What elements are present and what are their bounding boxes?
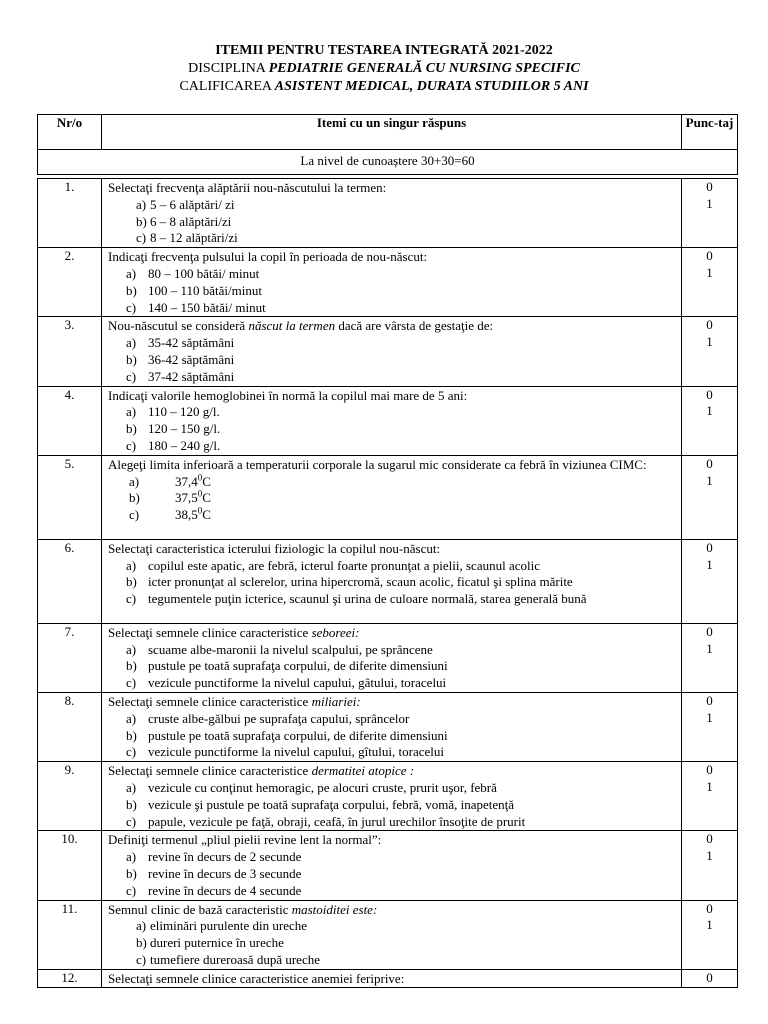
score-max: 1	[706, 264, 713, 280]
answer-option	[126, 404, 675, 421]
answer-option	[126, 421, 675, 438]
answer-option	[126, 558, 675, 575]
item-question: Selectaţi semnele clinice caracteristice dermatitei atopice :	[108, 763, 415, 779]
score-max: 1	[706, 778, 713, 794]
option-letter: c)	[126, 675, 137, 691]
col-header-items: Itemi cu un singur răspuns	[102, 115, 682, 150]
answer-option	[129, 474, 675, 491]
option-letter: a)	[136, 196, 147, 212]
item-score	[682, 831, 738, 900]
answer-option	[126, 574, 675, 591]
option-text: revine în decurs de 2 secunde	[148, 849, 302, 865]
answer-option	[126, 438, 675, 455]
option-letter: a)	[129, 473, 140, 489]
answer-option	[136, 197, 675, 214]
option-text: 36-42 săptămâni	[148, 351, 235, 367]
item-question: Selectaţi semnele clinice caracteristice seboreei:	[108, 624, 360, 640]
item-question-emphasis: seboreei:	[311, 624, 360, 640]
section-row	[38, 150, 738, 175]
table-row	[38, 623, 738, 692]
item-content	[102, 539, 682, 623]
discipline-name: PEDIATRIE GENERALĂ CU NURSING SPECIFIC	[268, 61, 580, 76]
table-row	[38, 455, 738, 539]
table-row	[38, 317, 738, 386]
answer-option	[126, 642, 675, 659]
item-question-emphasis: mastoiditei este:	[291, 901, 378, 917]
option-text: cruste albe-gălbui pe suprafaţa capului, sprâncelor	[148, 710, 410, 726]
item-question: Alegeţi limita inferioară a temperaturii corporale la sugarul mic considerate ca febră în viziunea CIMC:	[108, 456, 647, 472]
option-letter: a)	[126, 710, 137, 726]
item-number: 11.	[38, 900, 102, 969]
degree-sign: 0	[197, 505, 203, 516]
answer-option	[126, 658, 675, 675]
option-text: 80 – 100 bătăi/ minut	[148, 265, 260, 281]
option-text: revine în decurs de 3 secunde	[148, 865, 302, 881]
answer-option	[126, 866, 675, 883]
option-letter: c)	[126, 882, 137, 898]
option-letter: c)	[126, 437, 137, 453]
item-question: Indicaţi frecvenţa pulsului la copil în perioada de nou-născut:	[108, 249, 428, 265]
score-min: 0	[706, 539, 713, 555]
option-text: pustule pe toată suprafaţa corpului, de diferite dimensiuni	[148, 727, 448, 743]
item-number: 4.	[38, 386, 102, 455]
score-min: 0	[706, 455, 713, 471]
answer-option	[126, 814, 675, 831]
option-text: 140 – 150 bătăi/ minut	[148, 299, 266, 315]
answer-option	[126, 849, 675, 866]
item-content	[102, 900, 682, 969]
table-row	[38, 179, 738, 248]
item-question: Semnul clinic de bază caracteristic mastoiditei este:	[108, 901, 378, 917]
discipline-line: DISCIPLINA PEDIATRIE GENERALĂ CU NURSING SPECIFIC	[188, 61, 580, 76]
answer-option	[126, 352, 675, 369]
answer-option	[126, 335, 675, 352]
score-max: 1	[706, 556, 713, 572]
option-text: 37-42 săptămâni	[148, 368, 235, 384]
answer-option	[126, 797, 675, 814]
item-score	[682, 692, 738, 761]
item-content	[102, 179, 682, 248]
option-text: tumefiere dureroasă după ureche	[150, 951, 320, 967]
option-letter: b)	[126, 282, 137, 298]
option-text: scuame albe-maronii la nivelul scalpului, pe sprâncene	[148, 641, 433, 657]
option-text: 38,5$^0$C	[175, 505, 211, 523]
score-max: 1	[706, 640, 713, 656]
table-row	[38, 831, 738, 900]
item-content	[102, 692, 682, 761]
table-header-row	[38, 115, 738, 150]
qualification-name: ASISTENT MEDICAL, DURATA STUDIILOR 5 ANI	[274, 79, 589, 94]
score-min: 0	[706, 317, 713, 333]
item-content	[102, 317, 682, 386]
option-letter: a)	[126, 265, 137, 281]
item-question: Indicaţi valorile hemoglobinei în normă la copilul mai mare de 5 ani:	[108, 387, 468, 403]
answer-option	[126, 744, 675, 761]
answer-option	[136, 952, 675, 969]
answer-option	[126, 369, 675, 386]
option-letter: b)	[136, 213, 147, 229]
item-score	[682, 386, 738, 455]
option-letter: c)	[136, 230, 147, 246]
answer-option	[129, 507, 675, 524]
answer-option	[126, 675, 675, 692]
option-letter: b)	[126, 421, 137, 437]
score-min: 0	[706, 623, 713, 639]
option-letter: a)	[126, 557, 137, 573]
item-number: 9.	[38, 762, 102, 831]
option-text: icter pronunţat al sclerelor, urina hipercromă, scaun acolic, ficatul şi splina mărite	[148, 574, 573, 590]
score-min: 0	[706, 831, 713, 847]
item-score	[682, 969, 738, 988]
degree-sign: 0	[197, 472, 203, 483]
answer-option	[136, 918, 675, 935]
item-content	[102, 248, 682, 317]
score-min: 0	[706, 900, 713, 916]
score-max: 1	[706, 403, 713, 419]
item-score	[682, 900, 738, 969]
option-letter: b)	[126, 865, 137, 881]
qualification-line: CALIFICAREA ASISTENT MEDICAL, DURATA STUDIILOR 5 ANI	[179, 79, 589, 94]
col-header-nr: Nr/o	[38, 115, 102, 150]
item-question: Nou-născutul se consideră născut la termen dacă are vârsta de gestaţie de:	[108, 318, 494, 334]
item-number: 3.	[38, 317, 102, 386]
answer-option	[126, 711, 675, 728]
score-max: 1	[706, 709, 713, 725]
option-text: 100 – 110 bătăi/minut	[148, 282, 262, 298]
option-letter: b)	[126, 796, 137, 812]
item-score	[682, 623, 738, 692]
answer-option	[136, 230, 675, 247]
option-text: copilul este apatic, are febră, icterul foarte pronunţat a pielii, scaunul acolic	[148, 557, 540, 573]
table-row	[38, 248, 738, 317]
option-text: vezicule punctiforme la nivelul capului, gîtului, toracelui	[148, 744, 445, 760]
option-text: pustule pe toată suprafaţa corpului, de diferite dimensiuni	[148, 658, 448, 674]
answer-option	[126, 591, 675, 608]
item-score	[682, 762, 738, 831]
option-letter: b)	[126, 351, 137, 367]
option-text: dureri puternice în ureche	[150, 935, 284, 951]
item-number: 6.	[38, 539, 102, 623]
option-letter: c)	[126, 591, 137, 607]
option-letter: a)	[126, 849, 137, 865]
option-letter: b)	[126, 658, 137, 674]
option-letter: a)	[126, 641, 137, 657]
item-score	[682, 539, 738, 623]
score-min: 0	[706, 969, 713, 985]
item-question-emphasis: miliariei:	[311, 693, 361, 709]
answer-option	[129, 490, 675, 507]
score-max: 1	[706, 472, 713, 488]
option-text: 180 – 240 g/l.	[148, 437, 221, 453]
document-title: ITEMII PENTRU TESTAREA INTEGRATĂ 2021-2022	[215, 43, 553, 58]
option-text: 37,5$^0$C	[175, 489, 211, 506]
option-text: revine în decurs de 4 secunde	[148, 882, 302, 898]
item-number: 1.	[38, 179, 102, 248]
answer-option	[136, 935, 675, 952]
item-number: 7.	[38, 623, 102, 692]
item-content	[102, 455, 682, 539]
item-number: 2.	[38, 248, 102, 317]
item-content	[102, 386, 682, 455]
option-letter: b)	[126, 727, 137, 743]
item-score	[682, 455, 738, 539]
item-number: 5.	[38, 455, 102, 539]
table-row	[38, 900, 738, 969]
option-text: 6 – 8 alăptări/zi	[150, 213, 232, 229]
item-question: Selectaţi semnele clinice caracteristice miliariei:	[108, 693, 361, 709]
option-letter: b)	[126, 574, 137, 590]
item-content	[102, 623, 682, 692]
option-letter: c)	[136, 951, 147, 967]
option-letter: a)	[126, 404, 137, 420]
score-min: 0	[706, 692, 713, 708]
answer-option	[136, 214, 675, 231]
degree-sign: 0	[197, 489, 203, 500]
item-number: 8.	[38, 692, 102, 761]
item-question: Selectaţi frecvenţa alăptării nou-născutului la termen:	[108, 180, 387, 195]
item-score	[682, 248, 738, 317]
table-row	[38, 386, 738, 455]
item-question-emphasis: născut la termen	[248, 318, 336, 334]
item-question: Definiţi termenul „pliul pielii revine lent la normal”:	[108, 832, 382, 848]
table-row	[38, 969, 738, 988]
option-letter: b)	[129, 490, 140, 506]
section-title: La nivel de cunoaștere 30+30=60	[38, 150, 738, 175]
option-text: papule, vezicule pe faţă, obraji, ceafă, în jurul urechilor însoţite de prurit	[148, 813, 526, 829]
items-table	[37, 114, 738, 988]
item-number: 12.	[38, 969, 102, 988]
item-question: Selectaţi semnele clinice caracteristice anemiei feriprive:	[108, 970, 405, 986]
answer-option	[126, 300, 675, 317]
option-letter: a)	[126, 779, 137, 795]
answer-option	[126, 266, 675, 283]
option-letter: b)	[136, 935, 147, 951]
option-text: 110 – 120 g/l.	[148, 404, 220, 420]
option-text: 8 – 12 alăptări/zi	[150, 230, 238, 246]
item-question: Selectaţi caracteristica icterului fiziologic la copilul nou-născut:	[108, 540, 441, 556]
option-text: 5 – 6 alăptări/ zi	[150, 196, 235, 212]
option-text: 120 – 150 g/l.	[148, 421, 221, 437]
col-header-score: Punc-taj	[682, 115, 738, 150]
answer-option	[126, 728, 675, 745]
answer-option	[126, 883, 675, 900]
option-letter: a)	[136, 918, 147, 934]
option-text: tegumentele puţin icterice, scaunul şi urina de culoare normală, starea generală bună	[148, 591, 587, 607]
item-number: 10.	[38, 831, 102, 900]
table-row	[38, 762, 738, 831]
table-row	[38, 692, 738, 761]
option-letter: c)	[126, 744, 137, 760]
option-letter: c)	[126, 813, 137, 829]
item-score	[682, 317, 738, 386]
option-text: vezicule cu conţinut hemoragic, pe alocuri cruste, prurit uşor, febră	[148, 779, 497, 795]
option-letter: c)	[129, 507, 140, 523]
answer-option	[126, 283, 675, 300]
score-min: 0	[706, 386, 713, 402]
option-letter: c)	[126, 299, 137, 315]
option-letter: c)	[126, 368, 137, 384]
item-content	[102, 762, 682, 831]
option-text: vezicule şi pustule pe toată suprafaţa corpului, febră, vomă, inapetenţă	[148, 796, 515, 812]
score-min: 0	[706, 179, 713, 194]
score-max: 1	[706, 334, 713, 350]
score-max: 1	[706, 917, 713, 933]
answer-option	[126, 780, 675, 797]
score-max: 1	[706, 195, 713, 211]
table-row	[38, 539, 738, 623]
item-score	[682, 179, 738, 248]
option-text: 37,4$^0$C	[175, 472, 211, 489]
item-question-emphasis: dermatitei atopice :	[311, 763, 415, 779]
score-min: 0	[706, 248, 713, 264]
option-letter: a)	[126, 335, 137, 351]
item-content	[102, 969, 682, 988]
option-text: vezicule punctiforme la nivelul capului, gâtului, toracelui	[148, 675, 447, 691]
score-max: 1	[706, 848, 713, 864]
option-text: eliminări purulente din ureche	[150, 918, 308, 934]
item-content	[102, 831, 682, 900]
option-text: 35-42 săptămâni	[148, 335, 235, 351]
score-min: 0	[706, 762, 713, 778]
